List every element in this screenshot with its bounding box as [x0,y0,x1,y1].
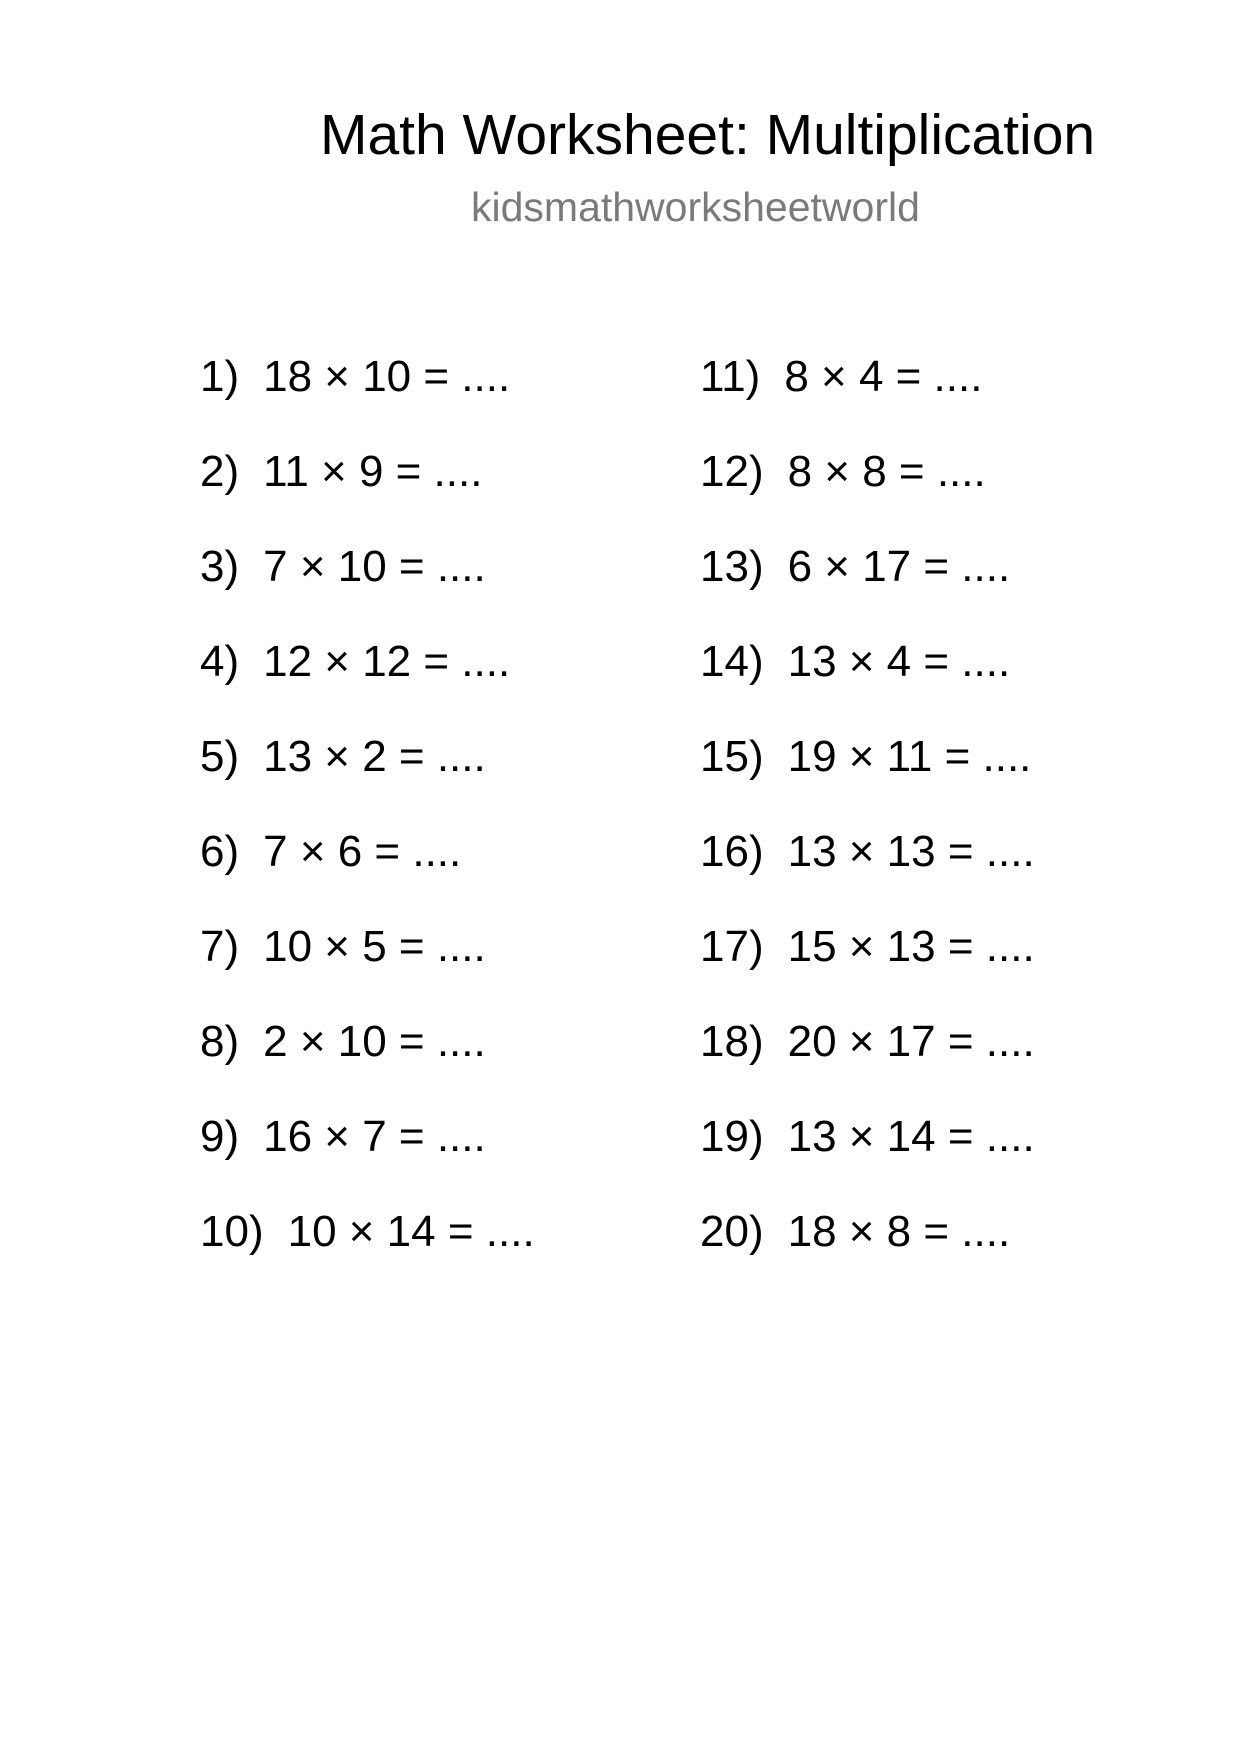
problem-item [700,442,1035,537]
problem-item [700,1202,1035,1297]
problem-expression: 13 × 4 = .... [787,637,1011,686]
problem-number: 15) [700,732,764,781]
problem-item [200,727,535,822]
problem-item [700,727,1035,822]
problem-expression: 7 × 6 = .... [263,827,462,876]
problem-number: 2) [200,447,240,496]
problem-item [200,347,535,442]
problem-item [200,442,535,537]
problem-expression: 19 × 11 = .... [787,732,1032,781]
problem-expression: 12 × 12 = .... [263,637,511,686]
problem-item [200,1107,535,1202]
problem-number: 7) [200,922,240,971]
problem-item [700,1012,1035,1107]
problem-item [200,822,535,917]
problem-item [700,1107,1035,1202]
problem-number: 9) [200,1112,240,1161]
problem-item [700,917,1035,1012]
problem-number: 14) [700,637,764,686]
problem-list-right [700,347,1035,1297]
problem-number: 10) [200,1207,264,1256]
problem-number: 8) [200,1017,240,1066]
problem-expression: 15 × 13 = .... [787,922,1035,971]
problem-list-left [200,347,535,1297]
problem-item [200,537,535,632]
problem-expression: 18 × 10 = .... [263,352,511,401]
problem-expression: 11 × 9 = .... [263,447,483,496]
problem-number: 5) [200,732,240,781]
problem-expression: 6 × 17 = .... [787,542,1011,591]
problem-expression: 16 × 7 = .... [263,1112,486,1161]
problem-expression: 10 × 14 = .... [287,1207,535,1256]
problem-expression: 13 × 14 = .... [787,1112,1035,1161]
problem-expression: 8 × 8 = .... [787,447,986,496]
problem-number: 1) [200,352,240,401]
problem-expression: 10 × 5 = .... [263,922,486,971]
problem-expression: 8 × 4 = .... [784,352,983,401]
problem-item [200,632,535,727]
problem-number: 3) [200,542,240,591]
problem-item [700,347,1035,442]
worksheet-title: Math Worksheet: Multiplication [320,103,1096,167]
problem-expression: 18 × 8 = .... [787,1207,1011,1256]
problem-item [700,632,1035,727]
problem-item [700,537,1035,632]
worksheet-subtitle: kidsmathworksheetworld [471,184,920,230]
problem-number: 20) [700,1207,764,1256]
problem-item [200,917,535,1012]
problem-item [700,822,1035,917]
problem-number: 17) [700,922,764,971]
problem-expression: 2 × 10 = .... [263,1017,486,1066]
problem-expression: 13 × 2 = .... [263,732,486,781]
problem-number: 18) [700,1017,764,1066]
problem-number: 11) [700,352,761,401]
problem-number: 13) [700,542,764,591]
problem-number: 12) [700,447,764,496]
problem-number: 6) [200,827,240,876]
problem-number: 16) [700,827,764,876]
problem-number: 19) [700,1112,764,1161]
problem-number: 4) [200,637,240,686]
problem-expression: 7 × 10 = .... [263,542,486,591]
problem-expression: 20 × 17 = .... [787,1017,1035,1066]
problem-expression: 13 × 13 = .... [787,827,1035,876]
problem-item [200,1012,535,1107]
problem-item [200,1202,535,1297]
